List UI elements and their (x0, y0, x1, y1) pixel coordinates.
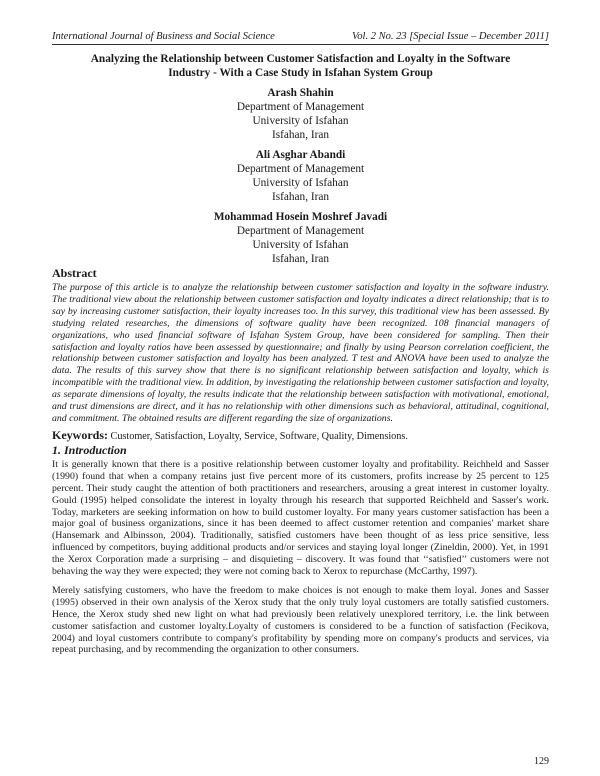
keywords-label: Keywords: (52, 427, 108, 442)
author-city: Isfahan, Iran (271, 253, 330, 265)
author-university: University of Isfahan (252, 115, 349, 127)
title-line-2: Industry - With a Case Study in Isfahan System Group (168, 67, 433, 79)
author-name: Arash Shahin (267, 87, 334, 99)
paper-title (52, 52, 549, 80)
author-block-2 (52, 148, 549, 204)
abstract-body: The purpose of this article is to analyze the relationship between customer satisfaction and loyalty in the software industry. The traditional view about the relationship between customer satisfaction and loyalty indicates a direct relationship; that is to say by increasing customer satisfaction, their loyalty increases too. In this survey, this traditional view has been assessed. By studying related researches, the dimensions of software quality have been recognized. 108 financial managers of organizations, who used financial software of Isfahan System Group, have been considered for sampling. Then their satisfaction and loyalty ratios have been assessed by questionnaire; and finally by using Pearson correlation coefficient, the relationship between customer satisfaction and loyalty has been analyzed. T test and ANOVA have been used to analyze the data. The results of this survey show that there is no significant relationship between satisfaction and loyalty, which is incompatible with the traditional view. In addition, by investigating the relationship between customer satisfaction and loyalty, as separate dimensions of loyalty, the results indicate that the relationship between satisfaction with motivational, emotional, and trust dimensions are direct, and it has no relationship with other dimensions such as behavioral, attitudinal, cognitional, and commitment. The obtained results are different regarding the size of organizations. (52, 282, 549, 424)
journal-name: International Journal of Business and Social Science (52, 31, 275, 42)
author-department: Department of Management (236, 163, 365, 175)
page-number: 129 (534, 756, 549, 767)
author-university: University of Isfahan (252, 239, 349, 251)
title-line-1: Analyzing the Relationship between Customer Satisfaction and Loyalty in the Software (90, 53, 511, 65)
author-city: Isfahan, Iran (271, 191, 330, 203)
author-block-3 (52, 210, 549, 266)
intro-paragraph-2: Merely satisfying customers, who have the freedom to make choices is not enough to make them loyal. Jones and Sasser (1995) observed in their own analysis of the Xerox study that the only truly loyal customers are totally satisfied customers. Hence, the Xerox study shed new light on what had previously been relatively unexplored territory, i.e. the link between customer satisfaction and customer loyalty.Loyalty of customers is considered to be a function of satisfaction (Fecikova, 2004) and loyal customers contribute to company's profitability by spending more on company's products and services, via repeat purchasing, and by recommending the organization to other consumers. (52, 584, 549, 656)
author-name: Mohammad Hosein Moshref Javadi (213, 211, 388, 223)
running-head (52, 30, 549, 45)
keywords-line (52, 429, 549, 443)
abstract-heading: Abstract (52, 266, 97, 280)
author-department: Department of Management (236, 225, 365, 237)
introduction-heading: 1. Introduction (52, 442, 127, 457)
paper-page (52, 30, 549, 656)
author-block-1 (52, 86, 549, 142)
author-university: University of Isfahan (252, 177, 349, 189)
author-city: Isfahan, Iran (271, 129, 330, 141)
author-department: Department of Management (236, 101, 365, 113)
intro-paragraph-1: It is generally known that there is a positive relationship between customer loyalty and profitability. Reichheld and Sasser (1990) found that when a company retains just five percent more of its customers, profits increase by 25 percent to 125 percent. Their study caught the attention of both practitioners and researchers, arousing a great interest in customer loyalty. Gould (1995) helped consolidate the interest in loyalty through his research that supported Reichheld and Sasser's work. Today, marketers are seeking information on how to build customer loyalty. For many years customer satisfaction has been a major goal of business organizations, since it has been deemed to affect customer retention and companies' market share (Hansemark and Albinsson, 2004). Traditionally, satisfied customers have been thought of as less price sensitive, less influenced by competitors, buying additional products and/or services and staying loyal longer (Zineldin, 2000). Yet, in 1991 the Xerox Corporation made a surprising – and disquieting – discovery. It was found that ‘‘satisfied’’ customers were not behaving the way they were expected; they were not coming back to Xerox to repurchase (McCarthy, 1997). (52, 458, 549, 578)
issue-info: Vol. 2 No. 23 [Special Issue – December 2011] (352, 31, 549, 42)
author-name: Ali Asghar Abandi (255, 149, 346, 161)
keywords-list: Customer, Satisfaction, Loyalty, Service, Software, Quality, Dimensions. (108, 430, 408, 442)
